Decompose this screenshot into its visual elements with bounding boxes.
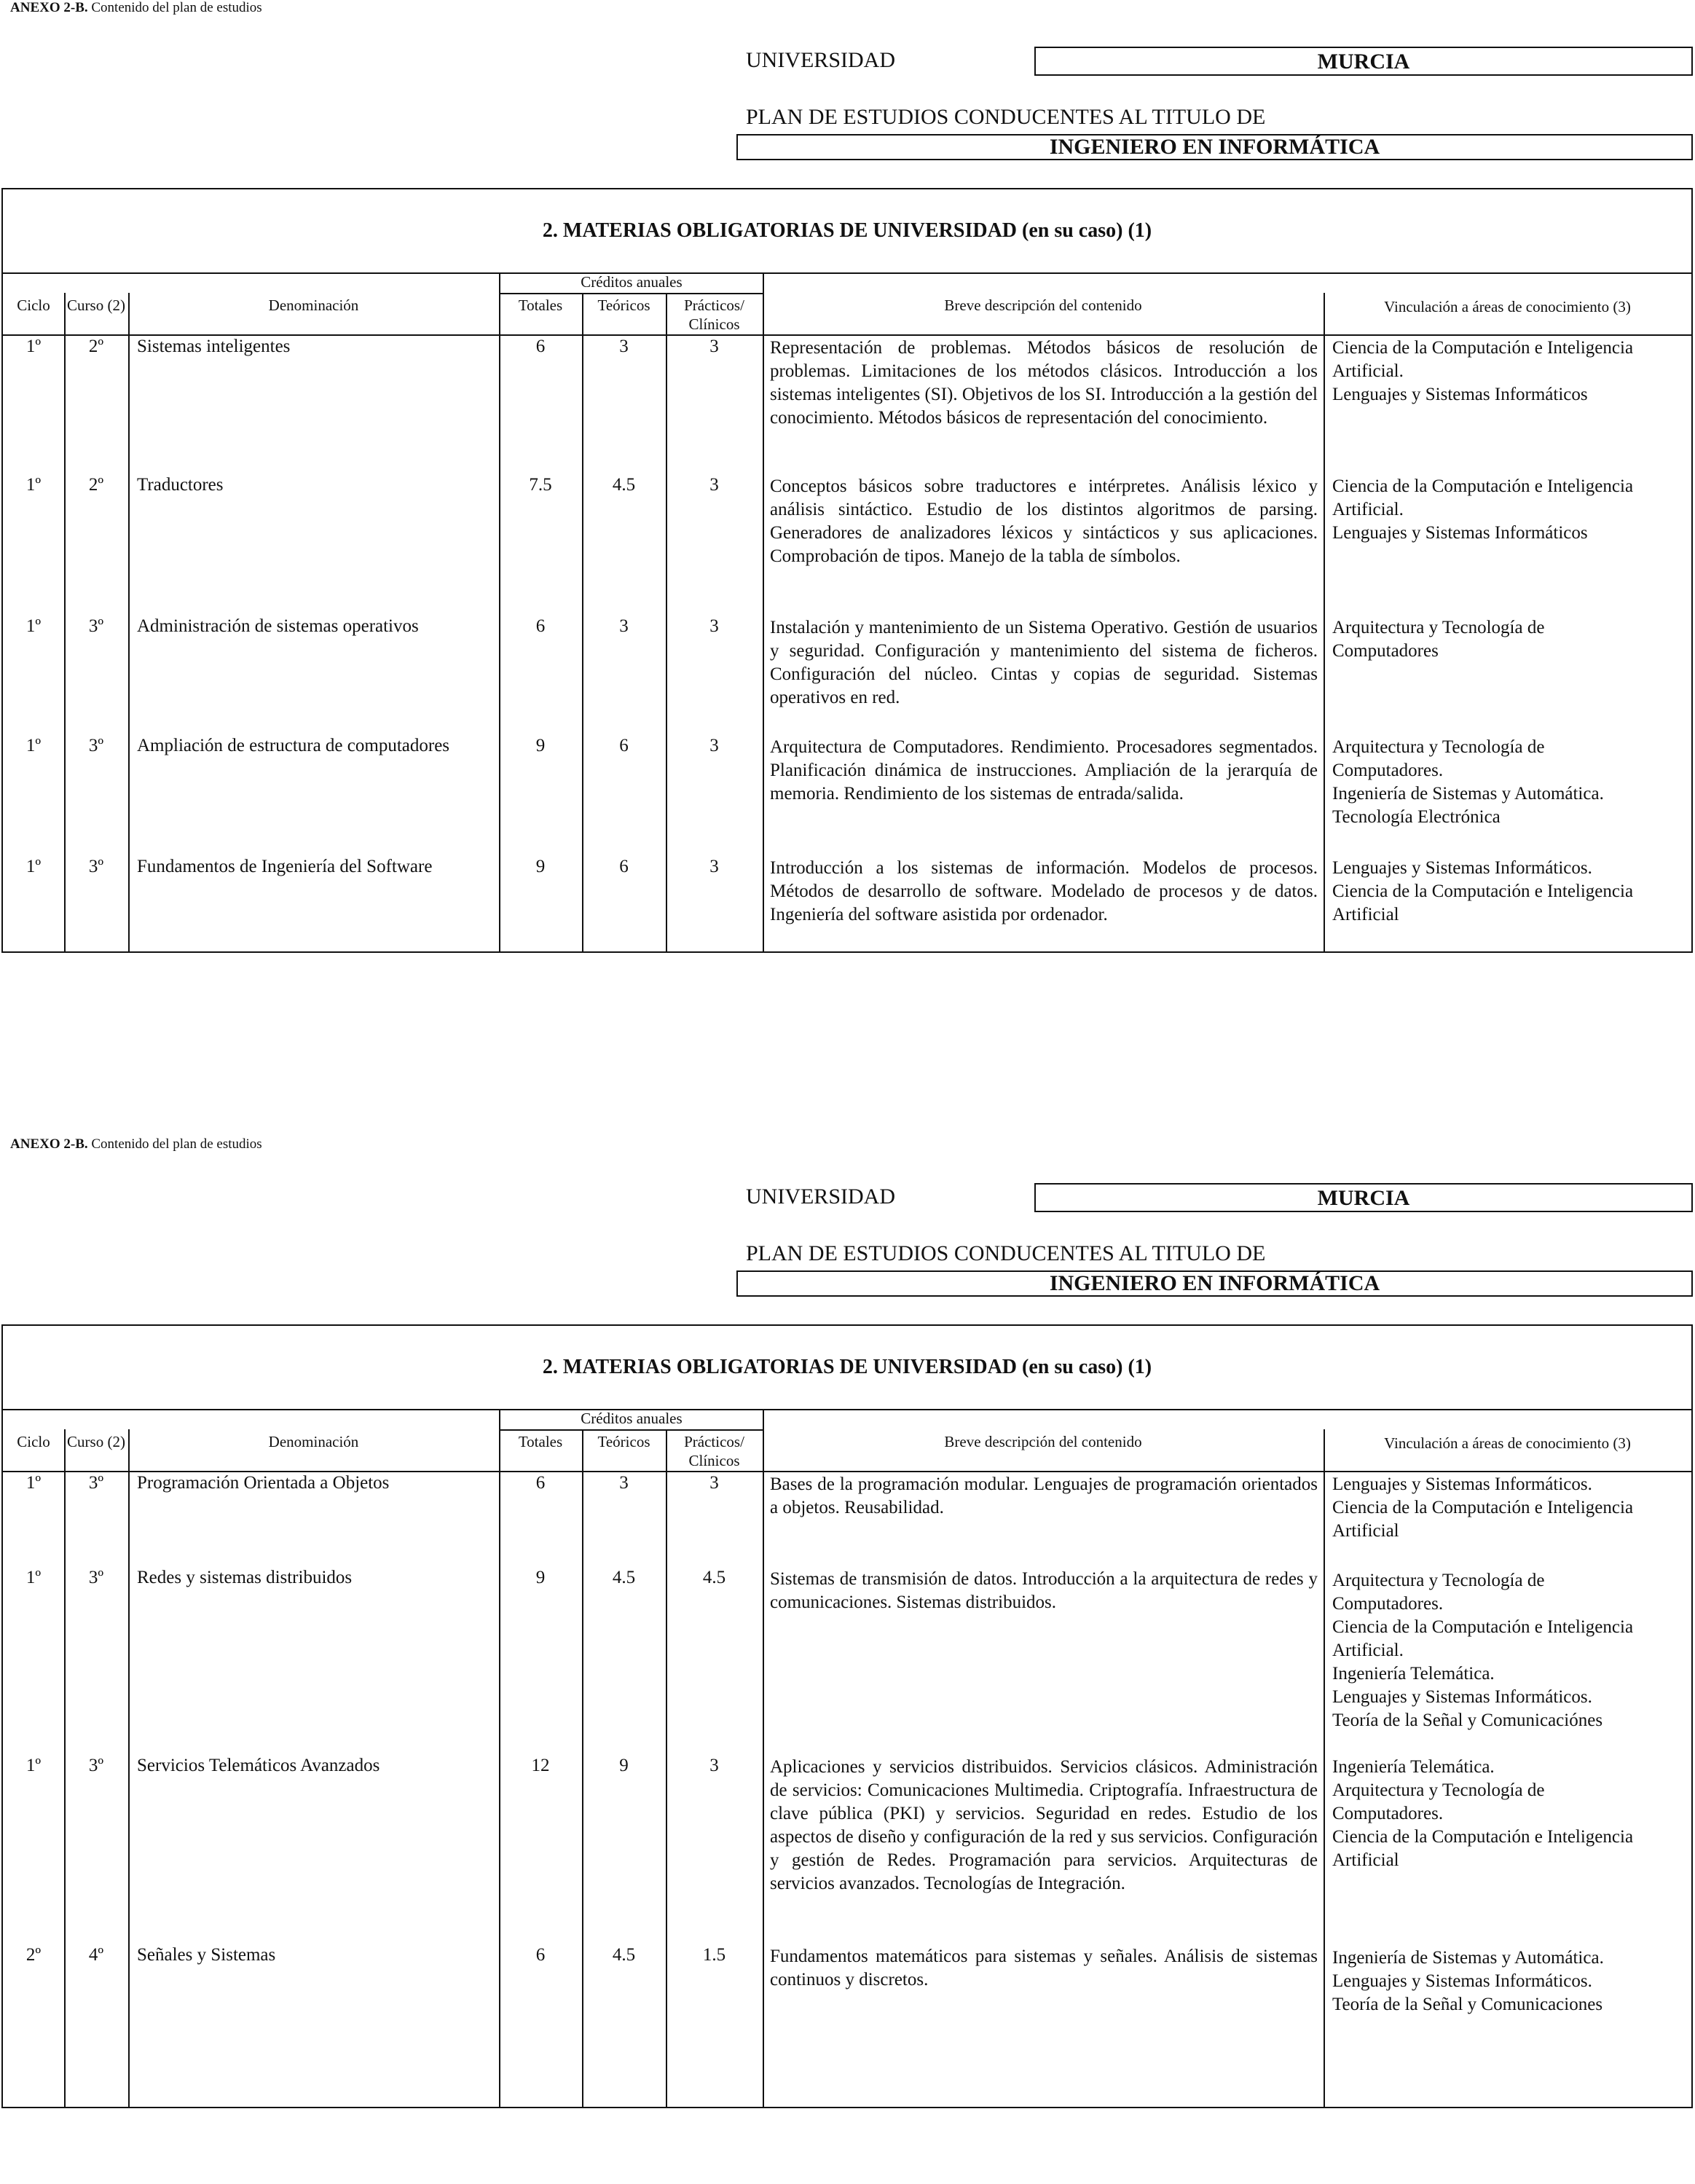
cell-areas xyxy=(1332,857,1689,927)
cell-denominacion: Ampliación de estructura de computadores xyxy=(137,736,450,755)
area-line: Teoría de la Señal y Comunicaciones xyxy=(1332,1995,1603,2014)
annex-code: ANEXO 2-B. xyxy=(10,1136,88,1152)
area-line: Ciencia de la Computación e Inteligencia xyxy=(1332,1617,1634,1637)
header-curso-label: Curso xyxy=(67,1433,104,1450)
cell-practicos: 3 xyxy=(709,1756,719,1775)
cell-ciclo: 1º xyxy=(25,857,42,876)
cell-totales: 9 xyxy=(535,736,546,755)
cell-teoricos: 6 xyxy=(619,857,629,876)
table-rule xyxy=(763,1409,764,2108)
area-line: Ingeniería de Sistemas y Automática. xyxy=(1332,784,1604,804)
header-curso-label: Curso xyxy=(67,296,104,314)
cell-denominacion: Fundamentos de Ingeniería del Software xyxy=(137,857,433,876)
cell-denominacion: Traductores xyxy=(137,475,224,495)
cell-areas xyxy=(1332,1756,1689,1872)
cell-practicos: 3 xyxy=(709,736,719,755)
cell-descripcion: Aplicaciones y servicios distribuidos. Servicios clásicos. Administración de servicios: Comunicaciones Multimedia. Criptografía. Infraestructura de clave pública (PKI) y servicios. Seguridad en redes. Estudio de los aspectos de diseño y configuración de la red y sus servicios. Configuración y gestión de Redes. Programación para servicios. Arquitecturas de servicios avanzados. Tecnologías de Integración. xyxy=(770,1757,1318,1893)
cell-ciclo: 1º xyxy=(25,475,42,495)
cell-areas xyxy=(1332,736,1689,829)
cell-practicos: 3 xyxy=(709,616,719,636)
table-rule xyxy=(1324,1429,1325,2108)
cell-practicos: 4.5 xyxy=(702,1568,726,1587)
area-line: Arquitectura y Tecnología de xyxy=(1332,737,1545,757)
area-line: Arquitectura y Tecnología de xyxy=(1332,618,1545,637)
header-ciclo: Ciclo xyxy=(17,1433,50,1450)
cell-descripcion: Fundamentos matemáticos para sistemas y señales. Análisis de sistemas continuos y discretos. xyxy=(770,1947,1318,1989)
cell-areas xyxy=(1332,1947,1689,2016)
cell-descripcion: Introducción a los sistemas de información. Modelos de procesos. Métodos de desarrollo de software. Modelado de procesos y de datos. Ingeniería del software asistida por ordenador. xyxy=(770,858,1318,924)
header-curso xyxy=(64,296,128,315)
header-vinculacion: Vinculación a áreas de conocimiento (3) xyxy=(1384,298,1631,315)
cell-totales: 9 xyxy=(535,1568,546,1587)
cell-curso: 4º xyxy=(88,1945,104,1965)
table-rule xyxy=(128,293,130,953)
area-line: Ingeniería Telemática. xyxy=(1332,1757,1495,1777)
cell-teoricos: 3 xyxy=(619,1473,629,1493)
header-descripcion: Breve descripción del contenido xyxy=(944,296,1142,314)
cell-ciclo: 1º xyxy=(25,1568,42,1587)
area-line: Tecnología Electrónica xyxy=(1332,807,1501,827)
cell-denominacion: Programación Orientada a Objetos xyxy=(137,1473,390,1493)
table-rule xyxy=(3,272,1691,274)
cell-ciclo: 1º xyxy=(25,736,42,755)
table-rule xyxy=(128,1429,130,2108)
area-line: Lenguajes y Sistemas Informáticos. xyxy=(1332,1971,1592,1991)
annex-heading xyxy=(10,1136,262,1152)
area-line: Computadores. xyxy=(1332,1804,1444,1823)
cell-teoricos: 4.5 xyxy=(612,1945,636,1965)
cell-totales: 7.5 xyxy=(529,475,552,495)
header-curso-note: (2) xyxy=(107,296,125,314)
cell-denominacion: Señales y Sistemas xyxy=(137,1945,276,1965)
cell-ciclo: 2º xyxy=(25,1945,42,1965)
table-rule xyxy=(3,1409,1691,1410)
document-page-2 xyxy=(0,1136,1695,2184)
cell-curso: 3º xyxy=(88,736,104,755)
subjects-table xyxy=(1,188,1693,953)
header-creditos: Créditos anuales xyxy=(581,273,683,291)
area-line: Ciencia de la Computación e Inteligencia xyxy=(1332,1498,1634,1517)
header-ciclo: Ciclo xyxy=(17,296,50,314)
cell-ciclo: 1º xyxy=(25,1756,42,1775)
cell-teoricos: 9 xyxy=(619,1756,629,1775)
annex-heading xyxy=(10,0,262,16)
header-curso-note: (2) xyxy=(107,1433,125,1450)
cell-practicos: 3 xyxy=(709,337,719,356)
cell-totales: 6 xyxy=(535,616,546,636)
area-line: Lenguajes y Sistemas Informáticos xyxy=(1332,385,1588,404)
cell-areas xyxy=(1332,1569,1689,1732)
area-line: Ciencia de la Computación e Inteligencia xyxy=(1332,1827,1634,1847)
annex-text: Contenido del plan de estudios xyxy=(91,0,262,15)
cell-practicos: 3 xyxy=(709,857,719,876)
header-teoricos: Teóricos xyxy=(597,296,650,314)
section-title: 2. MATERIAS OBLIGATORIAS DE UNIVERSIDAD (en su caso) (1) xyxy=(542,219,1152,242)
area-line: Ingeniería de Sistemas y Automática. xyxy=(1332,1948,1604,1968)
header-vinculacion: Vinculación a áreas de conocimiento (3) xyxy=(1384,1434,1631,1452)
area-line: Lenguajes y Sistemas Informáticos. xyxy=(1332,1687,1592,1707)
cell-areas xyxy=(1332,616,1689,663)
section-title: 2. MATERIAS OBLIGATORIAS DE UNIVERSIDAD (en su caso) (1) xyxy=(542,1356,1152,1378)
cell-areas xyxy=(1332,337,1689,406)
cell-denominacion: Servicios Telemáticos Avanzados xyxy=(137,1756,380,1775)
cell-curso: 2º xyxy=(88,337,104,356)
header-teoricos: Teóricos xyxy=(597,1433,650,1450)
area-line: Artificial xyxy=(1332,905,1399,924)
area-line: Artificial xyxy=(1332,1521,1399,1541)
header-descripcion: Breve descripción del contenido xyxy=(944,1433,1142,1450)
header-practicos xyxy=(666,1432,763,1470)
table-rule xyxy=(499,293,764,294)
annex-text: Contenido del plan de estudios xyxy=(91,1136,262,1152)
cell-curso: 3º xyxy=(88,1473,104,1493)
header-denominacion: Denominación xyxy=(268,296,359,314)
area-line: Arquitectura y Tecnología de xyxy=(1332,1780,1545,1800)
plan-label: PLAN DE ESTUDIOS CONDUCENTES AL TITULO DE xyxy=(746,1241,1266,1265)
header-practicos-label: Prácticos/ xyxy=(684,1433,744,1450)
plan-label: PLAN DE ESTUDIOS CONDUCENTES AL TITULO DE xyxy=(746,105,1266,129)
area-line: Computadores. xyxy=(1332,761,1444,780)
cell-curso: 3º xyxy=(88,1756,104,1775)
document-page-1 xyxy=(0,0,1695,1048)
cell-totales: 6 xyxy=(535,337,546,356)
table-rule xyxy=(763,272,764,953)
header-totales: Totales xyxy=(518,1433,563,1450)
cell-totales: 9 xyxy=(535,857,546,876)
cell-ciclo: 1º xyxy=(25,616,42,636)
area-line: Ciencia de la Computación e Inteligencia xyxy=(1332,476,1634,496)
area-line: Ciencia de la Computación e Inteligencia xyxy=(1332,338,1634,358)
area-line: Artificial. xyxy=(1332,1641,1404,1660)
cell-teoricos: 4.5 xyxy=(612,1568,636,1587)
annex-code: ANEXO 2-B. xyxy=(10,0,88,15)
cell-curso: 3º xyxy=(88,857,104,876)
area-line: Artificial. xyxy=(1332,361,1404,381)
cell-descripcion: Conceptos básicos sobre traductores e intérpretes. Análisis léxico y análisis sintáctico. Estudio de los distintos algoritmos de parsing. Generadores de analizadores léxicos y sintácticos y sus aplicaciones. Comprobación de tipos. Manejo de la tabla de símbolos. xyxy=(770,476,1318,566)
cell-descripcion: Instalación y mantenimiento de un Sistema Operativo. Gestión de usuarios y seguridad. Configuración y mantenimiento del sistema de ficheros. Configuración del núcleo. Cintas y copias de seguridad. Sistemas operativos en red. xyxy=(770,618,1318,707)
cell-curso: 3º xyxy=(88,616,104,636)
subjects-table xyxy=(1,1324,1693,2108)
area-line: Artificial. xyxy=(1332,500,1404,519)
area-line: Lenguajes y Sistemas Informáticos. xyxy=(1332,1474,1592,1494)
area-line: Ingeniería Telemática. xyxy=(1332,1664,1495,1684)
area-line: Teoría de la Señal y Comunicaciónes xyxy=(1332,1710,1603,1730)
cell-descripcion: Arquitectura de Computadores. Rendimiento. Procesadores segmentados. Planificación dinámica de instrucciones. Ampliación de la jerarquía de memoria. Rendimiento de los sistemas de entrada/salida. xyxy=(770,737,1318,804)
university-label: UNIVERSIDAD xyxy=(746,1185,895,1209)
header-creditos: Créditos anuales xyxy=(581,1410,683,1427)
header-clinicos-label: Clínicos xyxy=(688,1452,740,1469)
cell-teoricos: 3 xyxy=(619,337,629,356)
header-curso xyxy=(64,1432,128,1451)
area-line: Computadores. xyxy=(1332,1594,1444,1614)
plan-value-box: INGENIERO EN INFORMÁTICA xyxy=(736,1270,1693,1297)
cell-teoricos: 4.5 xyxy=(612,475,636,495)
cell-practicos: 3 xyxy=(709,475,719,495)
cell-totales: 6 xyxy=(535,1473,546,1493)
table-rule xyxy=(1324,293,1325,953)
cell-areas xyxy=(1332,475,1689,545)
header-practicos-label: Prácticos/ xyxy=(684,296,744,314)
cell-denominacion: Administración de sistemas operativos xyxy=(137,616,419,636)
cell-teoricos: 3 xyxy=(619,616,629,636)
cell-totales: 12 xyxy=(531,1756,550,1775)
header-clinicos-label: Clínicos xyxy=(688,315,740,333)
cell-ciclo: 1º xyxy=(25,1473,42,1493)
cell-areas xyxy=(1332,1473,1689,1543)
university-label: UNIVERSIDAD xyxy=(746,48,895,72)
area-line: Computadores xyxy=(1332,641,1439,661)
area-line: Lenguajes y Sistemas Informáticos xyxy=(1332,523,1588,543)
area-line: Artificial xyxy=(1332,1850,1399,1870)
cell-practicos: 3 xyxy=(709,1473,719,1493)
header-practicos xyxy=(666,296,763,334)
area-line: Ciencia de la Computación e Inteligencia xyxy=(1332,881,1634,901)
area-line: Lenguajes y Sistemas Informáticos. xyxy=(1332,858,1592,878)
cell-practicos: 1.5 xyxy=(702,1945,726,1965)
cell-curso: 3º xyxy=(88,1568,104,1587)
cell-curso: 2º xyxy=(88,475,104,495)
table-rule xyxy=(499,1429,764,1431)
cell-ciclo: 1º xyxy=(25,337,42,356)
cell-descripcion: Sistemas de transmisión de datos. Introducción a la arquitectura de redes y comunicaciones. Sistemas distribuidos. xyxy=(770,1569,1318,1612)
cell-denominacion: Redes y sistemas distribuidos xyxy=(137,1568,353,1587)
table-rule xyxy=(499,272,500,953)
cell-descripcion: Representación de problemas. Métodos básicos de resolución de problemas. Limitaciones de los métodos clásicos. Introducción a los sistemas inteligentes (SI). Objetivos de los SI. Introducción a la gestión del conocimiento. Métodos básicos de representación del conocimiento. xyxy=(770,338,1318,428)
cell-descripcion: Bases de la programación modular. Lenguajes de programación orientados a objetos. Reusabilidad. xyxy=(770,1474,1318,1517)
cell-totales: 6 xyxy=(535,1945,546,1965)
header-denominacion: Denominación xyxy=(268,1433,359,1450)
cell-teoricos: 6 xyxy=(619,736,629,755)
area-line: Arquitectura y Tecnología de xyxy=(1332,1571,1545,1590)
university-value-box: MURCIA xyxy=(1034,47,1693,76)
cell-denominacion: Sistemas inteligentes xyxy=(137,337,291,356)
header-totales: Totales xyxy=(518,296,563,314)
plan-value-box: INGENIERO EN INFORMÁTICA xyxy=(736,134,1693,160)
university-value-box: MURCIA xyxy=(1034,1183,1693,1212)
